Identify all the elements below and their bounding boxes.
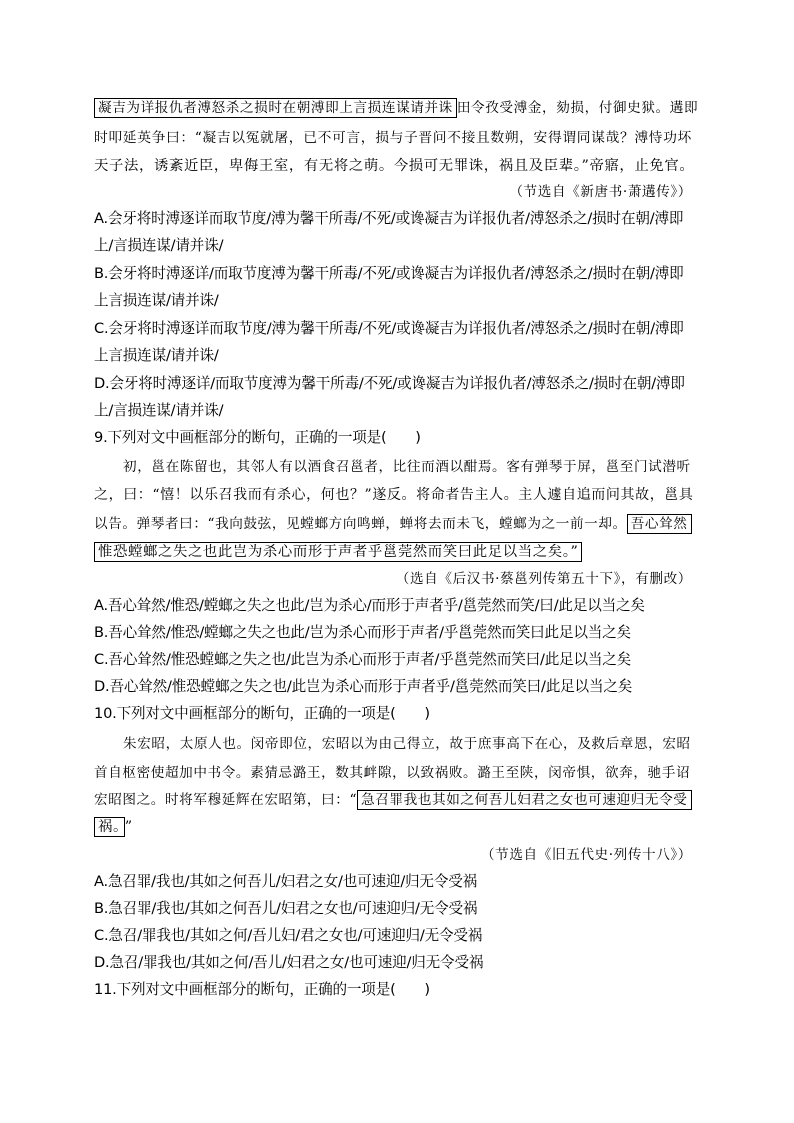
passage-line [94,788,692,808]
source-citation: （节选自《新唐书·萧遘传》） [509,184,692,200]
passage-line [94,815,133,836]
option-d-line1: D.会牙将时溥逐详/而取节度溥为馨干所毒/不死/或谗凝吉为详报仇者/溥怒杀之/损时在朝/溥即 [94,375,685,392]
passage-line: 时叩延英争曰：“凝吉以冤就屠，已不可言，损与子晋问不接且数朔，安得谓同谋哉？溥恃功坏 [94,130,692,146]
passage-line: 天子法，诱紊近臣，卑侮王室，有无将之萌。今损可无罪诛，祸且及臣辈。”帝寤，止免官。 [94,158,695,174]
boxed-text: 急召罪我也其如之何吾儿妇君之女也可速迎归无令受 [357,790,691,810]
passage-line: 朱宏昭，太原人也。闵帝即位，宏昭以为由己得立，故于庶事高下在心，及救后章恩，宏昭 [123,736,691,752]
source-citation: （选自《后汉书·蔡邕列传第五十下》，有删改） [395,571,692,587]
boxed-text: 惟恐螳螂之失之也此岂为杀心而形于声者乎邕莞然而笑曰此足以当之矣。” [94,542,582,562]
option-a: A.吾心耸然/惟恐/螳螂之失之也此/岂为杀心/而形于声者乎/邕莞然而笑/曰/此足以当之矣 [94,597,645,614]
passage-line: 初，邕在陈留也，其邻人有以酒食召邕者，比往而酒以酣焉。客有弹琴于屏，邕至门试潜听 [123,459,691,475]
option-a-line1: A.会牙将时溥逐详而取节度/溥为馨干所毒/不死/或谗凝吉为详报仇者/溥怒杀之/损时在朝/溥即 [94,210,684,227]
option-c: C.急召/罪我也/其如之何/吾儿妇/君之女也/可速迎归/无令受祸 [94,927,483,944]
option-a: A.急召罪/我也/其如之何吾儿/妇君之女/也可速迎/归无令受祸 [94,873,478,890]
option-c-line2: 上言损连谋/请并诛/ [94,347,219,364]
option-d-line2: 上/言损连谋/请并诛/ [94,402,224,419]
option-a-line2: 上/言损连谋/请并诛/ [94,237,224,254]
passage-text: ” [124,819,133,835]
option-b: B.急召罪/我也/其如之何吾儿/妇君之女也/可速迎归/无令受祸 [94,900,478,917]
question-10: 10.下列对文中画框部分的断句，正确的一项是( ) [94,705,430,722]
option-b: B.吾心耸然/惟恐/螳螂之失之也此/岂为杀心而形于声者/乎邕莞然而笑曰此足以当之矣 [94,624,631,641]
passage-text: 田令孜受溥金，劾损，付御史狱。遘即 [456,100,699,116]
boxed-text: 祸。 [94,817,125,837]
passage-line: 首自枢密使超加中书令。素猜忌潞王，数其衅隙，以致祸败。潞王至陕，闵帝惧，欲奔，驰手诏 [94,765,691,781]
passage-line [94,540,582,561]
option-d: D.吾心耸然/惟恐螳螂之失之也/此岂为杀心而形于声者乎/邕莞然而笑曰/此足以当之矣 [94,678,633,695]
boxed-text: 凝吉为详报仇者溥怒杀之损时在朝溥即上言损连谋请并诛 [94,98,457,118]
option-c: C.吾心耸然/惟恐螳螂之失之也/此岂为杀心而形于声者/乎邕莞然而笑曰/此足以当之矣 [94,651,632,668]
passage-text: 宏昭图之。时将军穆延辉在宏昭第，曰：“ [94,792,358,808]
option-b-line1: B.会牙将时溥逐详/而取节度溥为馨干所毒/不死/或谗凝吉为详报仇者/溥怒杀之/损时在朝/溥即 [94,265,684,282]
passage-line [94,96,698,116]
question-11: 11.下列对文中画框部分的断句，正确的一项是( ) [94,981,430,998]
option-b-line2: 上言损连谋/请并诛/ [94,292,219,309]
option-c-line1: C.会牙将时溥逐详而取节度/溥为馨干所毒/不死/或谗凝吉为详报仇者/溥怒杀之/损时在朝/溥即 [94,320,684,337]
passage-line: 之，曰：“憘！以乐召我而有杀心，何也？”遂反。将命者告主人。主人遽自追而问其故，邕具 [94,487,694,503]
source-citation: （节选自《旧五代史·列传十八》） [480,847,692,863]
option-d: D.急召/罪我也/其如之何/吾儿/妇君之女/也可速迎/归无令受祸 [94,954,484,971]
boxed-text: 吾心耸然 [627,514,692,534]
passage-line [94,512,692,532]
passage-text: 以告。弹琴者曰：“我向鼓弦，见螳螂方向鸣蝉，蝉将去而未飞，螳螂为之一前一却。 [94,516,627,532]
question-9: 9.下列对文中画框部分的断句，正确的一项是( ) [94,429,421,446]
